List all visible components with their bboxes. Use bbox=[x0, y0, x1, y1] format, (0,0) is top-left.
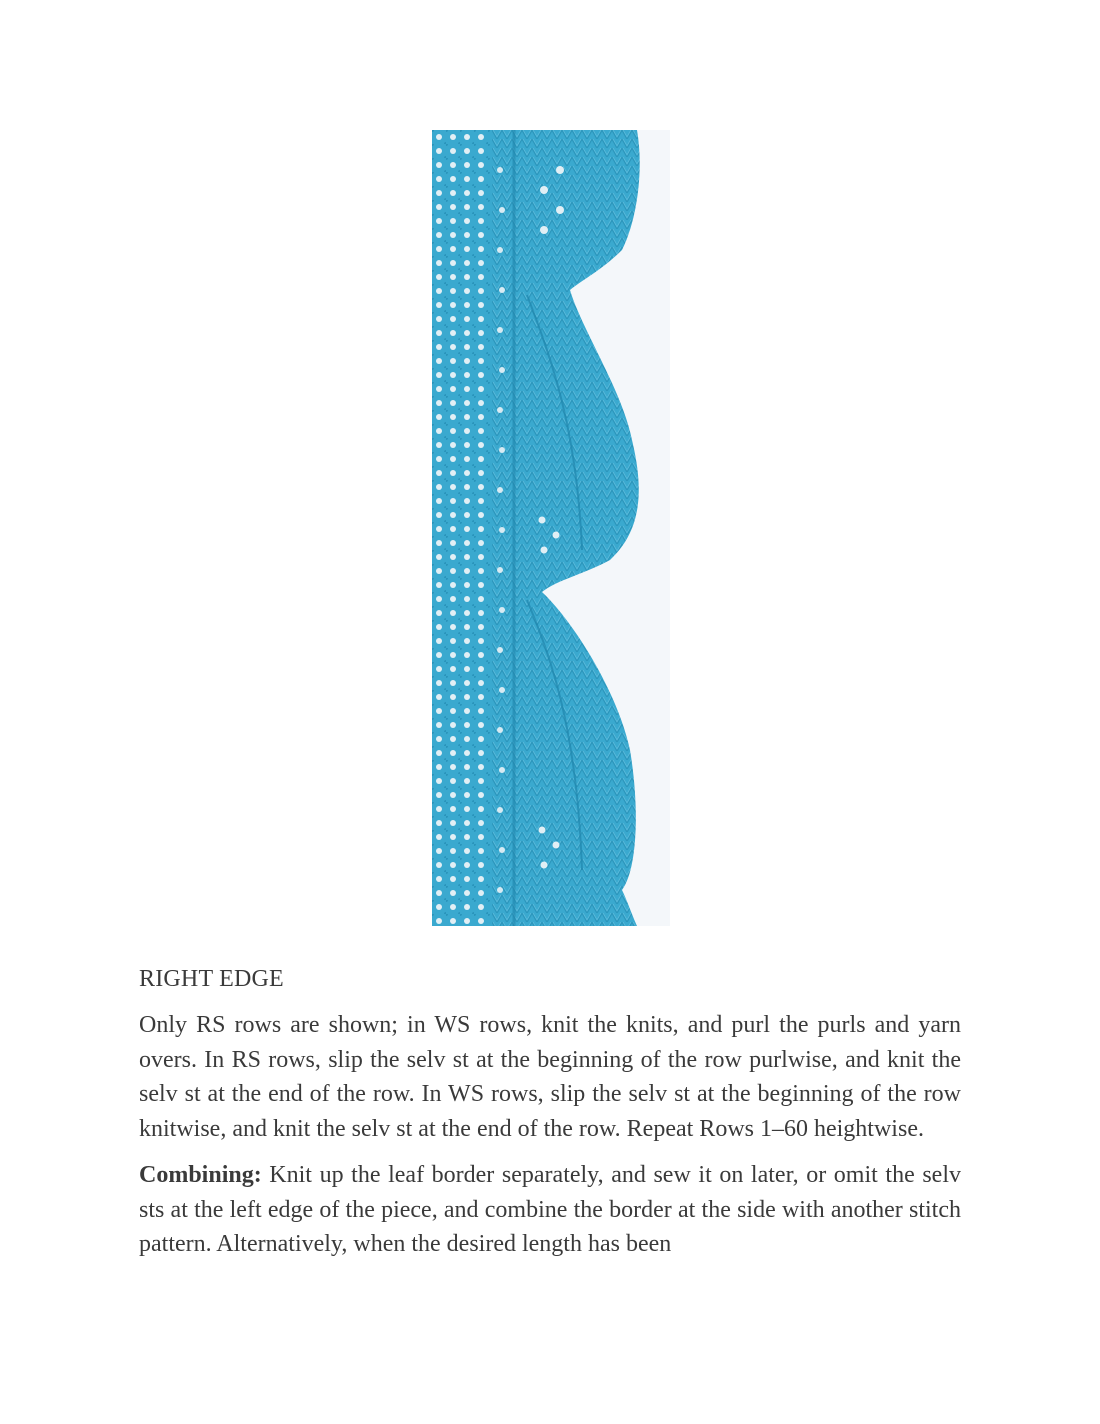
knitted-swatch-photo bbox=[432, 130, 670, 926]
instructions-paragraph: Only RS rows are shown; in WS rows, knit the knits, and purl the purls and yarn overs. In RS rows, slip the selv st at the beginning of the row purlwise, and knit the selv st at the end of the row. In WS rows, slip the selv st at the beginning of the row knitwise, and knit the selv st at the end of the row. Repeat Rows 1–60 heightwise. bbox=[139, 1012, 961, 1142]
combining-label: Combining: bbox=[139, 1162, 262, 1188]
pattern-text bbox=[139, 962, 961, 1274]
eyelet-column bbox=[432, 130, 492, 926]
combining-paragraph bbox=[139, 1158, 961, 1262]
swatch-illustration bbox=[432, 130, 670, 926]
combining-text: Knit up the leaf border separately, and sew it on later, or omit the selv sts at the left edge of the piece, and combine the border at the side with another stitch pattern. Alternatively, when the desired length has been bbox=[139, 1162, 961, 1257]
section-heading: RIGHT EDGE bbox=[139, 966, 284, 992]
